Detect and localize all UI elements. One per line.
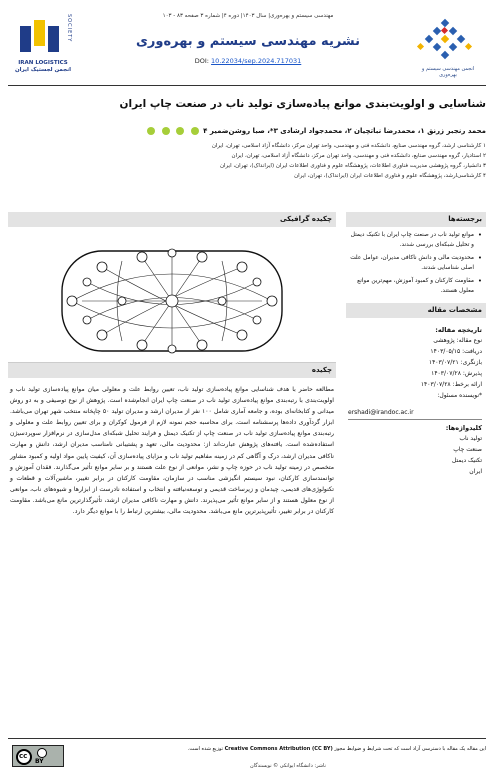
emblem-caption: انجمن مهندسی سیستم و بهره‌وری (421, 66, 475, 78)
highlights-heading: برجسته‌ها (346, 212, 486, 227)
affiliation-line: ۴ کارشناسی‌ارشد، پژوهشگاه علوم و فناوری اطلاعات ایران (ایرانداک)، تهران، ایران (294, 173, 486, 179)
highlight-item: • محدودیت مالی و دانش ناکافی مدیران، عوامل علت اصلی شناسایی شدند. (348, 254, 482, 273)
divider (348, 419, 482, 420)
journal-header (8, 8, 486, 86)
logo-line-persian: انجمن لجستیک ایران (14, 67, 72, 73)
logo-line-english: IRAN LOGISTICS (18, 60, 68, 66)
license-name[interactable]: Creative Commons Attribution (CC BY) (224, 746, 333, 752)
journal-title: نشریه مهندسی سیستم و بهره‌وری (135, 34, 361, 49)
cc-logo-icon (16, 749, 32, 765)
affiliation-line: ۱ کارشناسی ارشد، گروه مهندسی صنایع، دانشکده فنی و مهندسی، واحد تهران مرکز، دانشگاه آزاد اسلامی، تهران، ایران (211, 143, 486, 149)
paper-title: شناسایی و اولویت‌بندی موانع پیاده‌سازی تولید ناب در صنعت چاپ ایران (119, 98, 486, 110)
abstract-heading: چکیده (8, 363, 336, 378)
abstract-text: مطالعه حاضر با هدف شناسایی موانع پیاده‌سازی تولید ناب، تعیین روابط علت و معلولی میان موانع پیاده‌سازی تولید ناب و اولویت‌بندی با رتبه‌بندی موانع پیاده‌سازی تولید ناب در صنعت چاپ ایران انجام‌شده است. پژوهش از نوع توصیفی و به دو روش میدانی و کتابخانه‌ای بوده، و جامعه آماری شامل ۱۰۰ نفر از مدیران ارشد و مدیران تولید ۵۰ چاپخانه منتخب شهر تهران می‌باشد. ابزار گردآوری داده‌ها پرسشنامه است. برای محاسبه حجم نمونه لازم از فرمول کوکران و برای تعیین روابط علت و معلولی و رتبه‌بندی موانع پیاده‌سازی تولید ناب در صنعت چاپ از تکنیک دیمتل و فرایند تحلیل شبکه‌ای مدل‌سازی در نرم‌افزار سوپردسیژن استفاده‌شده است. یافته‌های پژوهش عبارت‌اند از: محدودیت مالی، تعهد و پشتیبانی نامناسب مدیران ارشد، دانش و مهارت ناکافی مدیران ارشد، درک و آگاهی کم در زمینه مفاهیم تولید ناب و مزایای پیاده‌سازی آن، کیفیت پایین مواد اولیه و کمبود مشاور متخصص در زمینه تولید ناب در حوزه چاپ و نشر، موانعی از نوع علت هستند و بر سایر موانع تأثیر می‌گذارند. فقدان آموزش و توانمندسازی کارکنان، نبود سیستم انگیزشی مناسب در سازمان، مقاومت کارکنان در برابر تغییر، ماشین‌آلات و قطعات و تکنولوژی‌های قدیمی، چیدمان و زیرساخت قدیمی و توسعه‌نیافته و انتخاب و استفاده نادرست از ابزارها و شیوه‌های ناب، موانعی از نوع معلول هستند و از سایر موانع تأثیر می‌پذیرند. دانش و مهارت ناکافی مدیران ارشد، تأثیرگذارترین مانع می‌باشد. مقاومت کارکنان در برابر تغییر، تأثیرپذیرترین مانع می‌باشد. محدودیت مالی، بیشترین ارتباط را با موانع دیگر دارد. (10, 386, 334, 516)
date-received: دریافت: ۱۴۰۳/۰۵/۱۵ (430, 347, 482, 355)
history-label: تاریخچه مقاله: (435, 325, 482, 334)
orcid-icon[interactable] (176, 127, 184, 135)
license-tail: توزیع شده است. (187, 746, 223, 752)
article-type: نوع مقاله: پژوهشی (433, 336, 482, 344)
corresponding-label: *نویسنده مسئول: (437, 391, 482, 399)
orcid-icon[interactable] (162, 127, 170, 135)
keyword-item: تولید ناب (459, 434, 482, 442)
journal-info (98, 12, 398, 65)
article-info-heading: مشخصات مقاله (346, 303, 486, 318)
license-text: این مقاله یک مقاله با دسترسی آزاد است که تحت شرایط و ضوابط مجوز (334, 746, 486, 752)
logo-tile-blue-right (48, 26, 59, 52)
highlights-list (346, 227, 486, 303)
corresponding-email[interactable]: ershadi@irandoc.ac.ir (348, 408, 414, 416)
keyword-list (348, 433, 482, 477)
graphical-abstract (8, 227, 336, 363)
iran-logistics-logo (12, 12, 76, 82)
graphical-abstract-heading: چکیده گرافیکی (8, 212, 336, 227)
main-column (8, 212, 336, 517)
keywords-label: کلیدواژه‌ها: (445, 423, 482, 432)
keyword-item: تکنیک دیمتل (451, 456, 482, 464)
article-info (346, 318, 486, 481)
network-diagram (42, 247, 302, 355)
keyword-item: ایران (469, 467, 482, 475)
doi-link[interactable]: 10.22034/sep.2024.717031 (211, 57, 302, 65)
date-online: ارائه برخط: ۱۴۰۳/۰۷/۲۸ (420, 380, 482, 388)
sidebar-column (346, 212, 486, 481)
doi-label: DOI: (194, 57, 209, 65)
highlight-item: • مقاومت کارکنان و کمبود آموزش، مهم‌ترین موانع معلول هستند. (348, 277, 482, 296)
orcid-icon[interactable] (191, 127, 199, 135)
emblem-pattern-icon (416, 18, 480, 68)
affiliation-line: ۳ دانشیار، گروه پژوهشی مدیریت فناوری اطلاعات، پژوهشگاه علوم و فناوری اطلاعات ایران (ایرانداک)، تهران، ایران (219, 163, 486, 169)
author-list (8, 126, 486, 137)
cc-by-label: BY (35, 758, 44, 765)
doi-line (98, 57, 398, 65)
attribution-person-icon (37, 748, 47, 758)
date-revised: بازنگری: ۱۴۰۳/۰۷/۲۱ (428, 358, 482, 366)
date-accepted: پذیرش: ۱۴۰۳/۰۷/۲۸ (431, 369, 482, 377)
logo-society-text: SOCIETY (66, 14, 72, 43)
author-names: محمد رنجبر زرنق ۱، محمدرضا نباتچیان ۲، محمدجواد ارشادی ۳*، صبا روشن‌ضمیر ۴ (203, 127, 486, 135)
title-block (8, 96, 486, 181)
highlight-item: • موانع تولید ناب در صنعت چاپ ایران با تکنیک دیمتل و تحلیل شبکه‌ای بررسی شدند. (348, 231, 482, 250)
logo-tile-blue-left (20, 26, 31, 52)
orcid-icon[interactable] (147, 127, 155, 135)
license-statement (106, 745, 486, 753)
logo-text (14, 60, 72, 74)
affiliations (8, 141, 486, 181)
copyright-line: ناشر: دانشگاه ایوانکی © نویسندگان (250, 763, 326, 769)
affiliation-line: ۲ استادیار، گروه مهندسی صنایع، دانشکده فنی و مهندسی، واحد تهران مرکز، دانشگاه آزاد اسلامی، تهران، ایران (231, 153, 486, 159)
cc-by-badge-icon[interactable] (12, 745, 64, 767)
logo-tile-yellow (34, 20, 45, 46)
journal-meta: مهندسی سیستم و بهره‌وری| سال ۱۴۰۳| دوره ۴| شماره ۳ صفحه ۸۳ - ۱۰۳ (162, 13, 334, 19)
keyword-item: صنعت چاپ (453, 445, 482, 453)
journal-emblem-logo (416, 18, 480, 80)
license-footer (8, 738, 486, 772)
cc-logo-text: cc (19, 752, 28, 760)
